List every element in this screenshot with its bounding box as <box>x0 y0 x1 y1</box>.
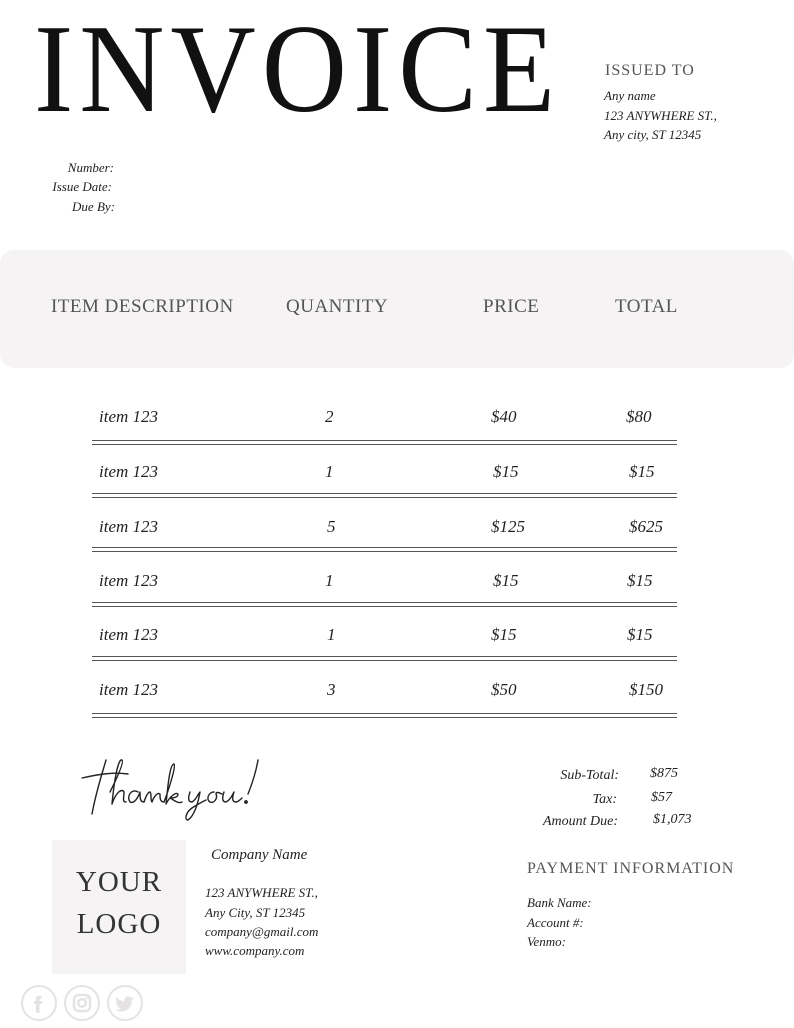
logo-placeholder <box>52 840 186 974</box>
table-row <box>92 405 677 459</box>
row-total: $150 <box>629 680 663 699</box>
row-description: item 123 <box>99 680 159 699</box>
row-divider <box>92 717 677 718</box>
subtotal-value: $875 <box>650 766 678 781</box>
invoice-title: INVOICE <box>34 0 562 139</box>
table-row <box>92 623 677 677</box>
thank-you-script <box>80 752 280 822</box>
table-row <box>92 460 677 514</box>
account-number-label: Account #: <box>527 915 584 930</box>
row-divider <box>92 660 677 661</box>
venmo-label: Venmo: <box>527 934 566 949</box>
row-total: $15 <box>627 625 653 644</box>
row-price: $15 <box>493 462 519 481</box>
number-label: Number: <box>67 160 114 175</box>
row-price: $125 <box>491 517 525 536</box>
row-price: $40 <box>491 407 517 426</box>
row-quantity: 1 <box>327 625 336 644</box>
issued-to-name: Any name <box>604 88 656 103</box>
row-quantity: 1 <box>325 462 334 481</box>
row-quantity: 2 <box>325 407 334 426</box>
row-divider <box>92 497 677 498</box>
row-divider <box>92 656 677 657</box>
row-description: item 123 <box>99 625 159 644</box>
row-divider <box>92 602 677 603</box>
facebook-icon[interactable] <box>21 985 57 1021</box>
table-row <box>92 678 677 732</box>
row-divider <box>92 444 677 445</box>
twitter-icon[interactable] <box>107 985 143 1021</box>
issued-to-address: 123 ANYWHERE ST., <box>604 108 717 123</box>
logo-text-line1: YOUR <box>75 866 163 898</box>
row-divider <box>92 440 677 441</box>
row-price: $50 <box>491 680 517 699</box>
due-by-label: Due By: <box>72 199 115 214</box>
row-description: item 123 <box>99 517 159 536</box>
subtotal-label: Sub-Total: <box>560 768 619 783</box>
amount-due-value: $1,073 <box>653 812 692 827</box>
company-address: 123 ANYWHERE ST., <box>205 885 318 900</box>
company-name: Company Name <box>211 847 308 863</box>
row-divider <box>92 551 677 552</box>
column-header-price: PRICE <box>483 296 540 317</box>
company-email: company@gmail.com <box>205 924 319 939</box>
table-row <box>92 569 677 623</box>
row-price: $15 <box>493 571 519 590</box>
issued-to-city: Any city, ST 12345 <box>604 127 702 142</box>
company-website: www.company.com <box>205 943 305 958</box>
issued-to-heading: ISSUED TO <box>605 62 695 79</box>
column-header-quantity: QUANTITY <box>286 296 389 317</box>
row-description: item 123 <box>99 571 159 590</box>
amount-due-label: Amount Due: <box>542 814 618 829</box>
row-quantity: 1 <box>325 571 334 590</box>
payment-info-heading: PAYMENT INFORMATION <box>527 860 735 877</box>
logo-text-line2: LOGO <box>76 908 162 940</box>
row-divider <box>92 606 677 607</box>
row-total: $80 <box>626 407 652 426</box>
row-description: item 123 <box>99 407 159 426</box>
row-divider <box>92 493 677 494</box>
row-total: $15 <box>629 462 655 481</box>
row-total: $15 <box>627 571 653 590</box>
row-divider <box>92 547 677 548</box>
row-divider <box>92 713 677 714</box>
table-row <box>92 515 677 569</box>
row-price: $15 <box>491 625 517 644</box>
tax-label: Tax: <box>592 792 617 807</box>
row-total: $625 <box>629 517 663 536</box>
instagram-icon[interactable] <box>64 985 100 1021</box>
row-quantity: 3 <box>327 680 336 699</box>
tax-value: $57 <box>651 790 672 805</box>
row-quantity: 5 <box>327 517 336 536</box>
bank-name-label: Bank Name: <box>527 895 592 910</box>
column-header-total: TOTAL <box>615 296 678 317</box>
row-description: item 123 <box>99 462 159 481</box>
column-header-description: ITEM DESCRIPTION <box>51 296 234 317</box>
issue-date-label: Issue Date: <box>52 179 112 194</box>
company-city: Any City, ST 12345 <box>205 905 306 920</box>
